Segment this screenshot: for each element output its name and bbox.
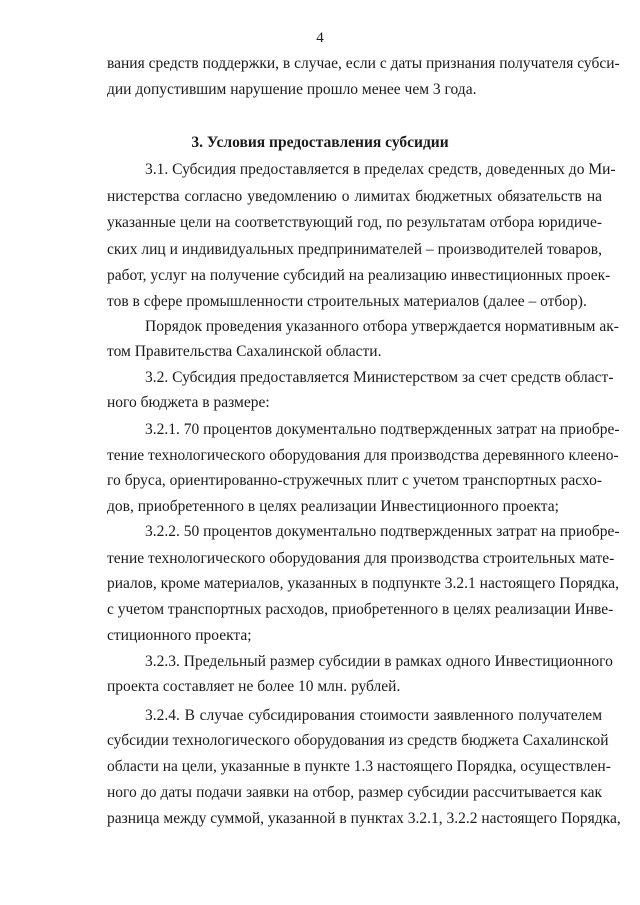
text-line: дии допустившим нарушение прошло менее чем 3 года.	[107, 81, 477, 98]
text-line: тение технологического оборудования для производства строительных мате-	[107, 550, 615, 567]
text-line: 3.2.1. 70 процентов документально подтвержденных затрат на приобре-	[145, 421, 620, 438]
text-line: разница между суммой, указанной в пунктах 3.2.1, 3.2.2 настоящего Порядка,	[107, 810, 621, 827]
text-line: указанные цели на соответствующий год, по результатам отбора юридиче-	[107, 214, 602, 231]
text-line: 3.1. Субсидия предоставляется в пределах средств, доведенных до Ми-	[145, 161, 616, 178]
text-line: го бруса, ориентированно-стружечных плит с учетом транспортных расхо-	[107, 472, 602, 489]
text-line: нистерства согласно уведомлению о лимитах бюджетных обязательств на	[107, 188, 602, 205]
section-heading: 3. Условия предоставления субсидии	[191, 134, 449, 151]
text-line: риалов, кроме материалов, указанных в подпункте 3.2.1 настоящего Порядка,	[107, 575, 620, 592]
text-line: ских лиц и индивидуальных предпринимателей – производителей товаров,	[107, 241, 602, 258]
text-line: 3.2.2. 50 процентов документально подтвержденных затрат на приобре-	[145, 523, 620, 540]
text-line: 3.2.3. Предельный размер субсидии в рамках одного Инвестиционного	[145, 653, 613, 670]
text-line: с учетом транспортных расходов, приобретенного в целях реализации Инве-	[107, 601, 614, 618]
text-line: Порядок проведения указанного отбора утверждается нормативным ак-	[145, 318, 619, 335]
text-line: тение технологического оборудования для производства деревянного клеено-	[107, 447, 619, 464]
text-line: тов в сфере промышленности строительных материалов (далее – отбор).	[107, 293, 587, 310]
text-line: области на цели, указанные в пункте 1.3 настоящего Порядка, осуществлен-	[107, 758, 611, 775]
text-line: субсидии технологического оборудования из средств бюджета Сахалинской	[107, 732, 609, 749]
text-line: вания средств поддержки, в случае, если с даты признания получателя субси-	[107, 55, 620, 72]
text-line: 3.2.4. В случае субсидирования стоимости заявленного получателем	[145, 707, 602, 724]
text-line: 3.2. Субсидия предоставляется Министерством за счет средств област-	[145, 369, 614, 386]
text-line: проекта составляет не более 10 млн. рублей.	[107, 678, 401, 695]
text-line: дов, приобретенного в целях реализации Инвестиционного проекта;	[107, 498, 559, 515]
text-line: работ, услуг на получение субсидий на реализацию инвестиционных проек-	[107, 267, 611, 284]
page-number: 4	[316, 30, 324, 46]
text-line: стиционного проекта;	[107, 627, 252, 644]
text-line: ного бюджета в размере:	[107, 394, 270, 411]
text-line: ного до даты подачи заявки на отбор, размер субсидии рассчитывается как	[107, 784, 602, 801]
text-line: том Правительства Сахалинской области.	[107, 343, 382, 360]
